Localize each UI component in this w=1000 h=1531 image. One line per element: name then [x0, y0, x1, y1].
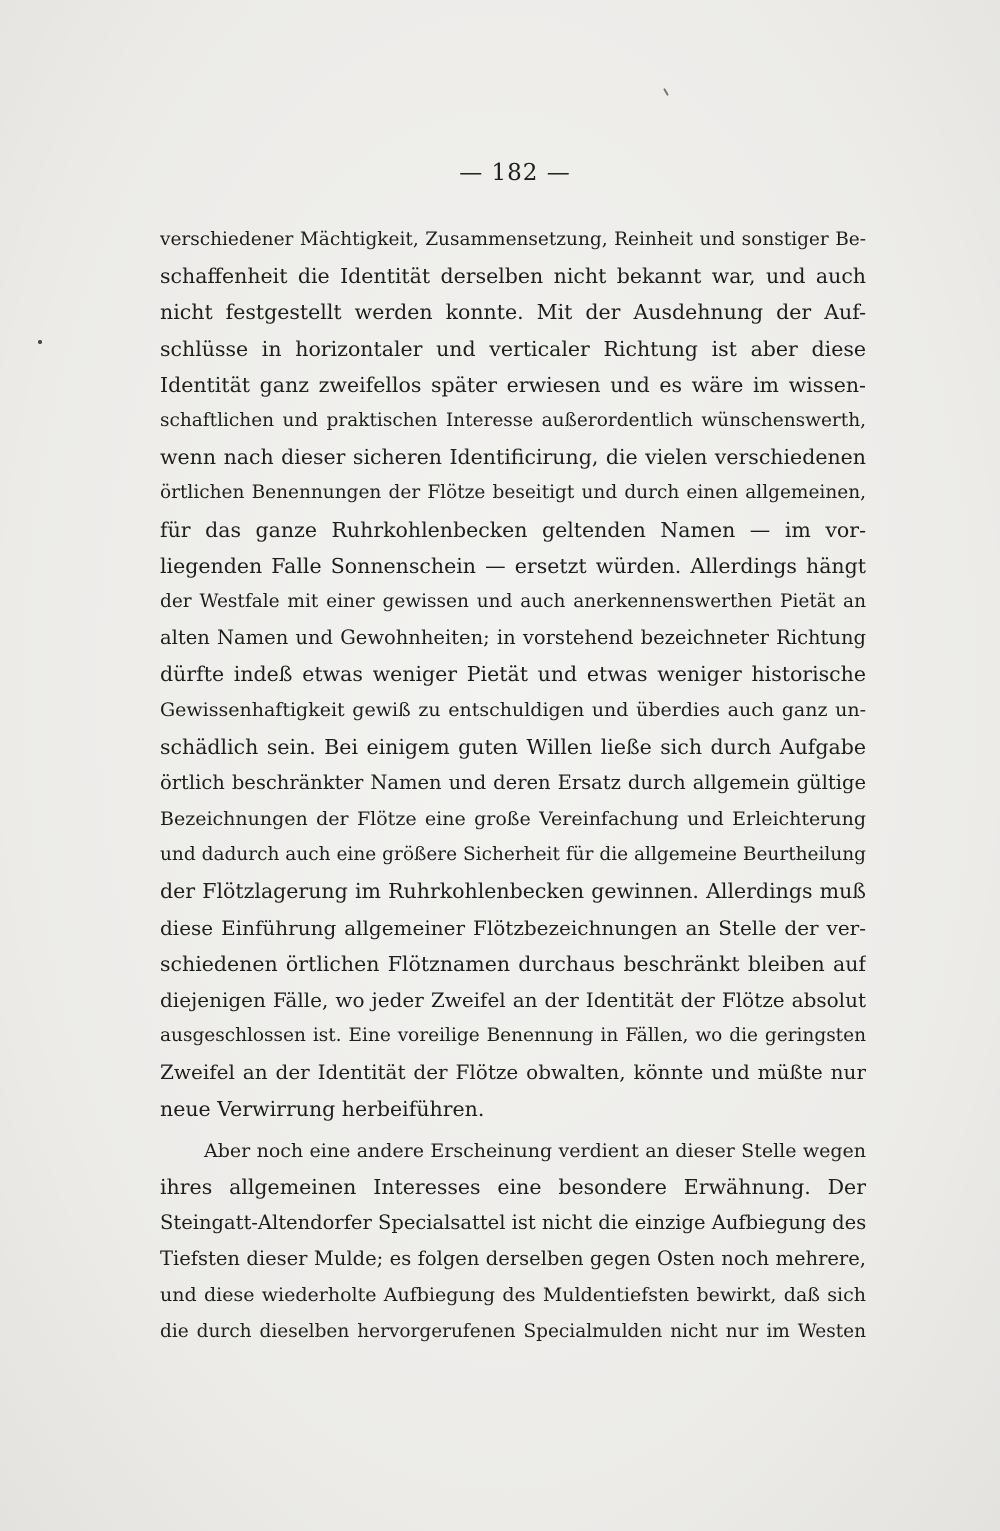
- text-line: neue Verwirrung herbeiführen.: [160, 1096, 485, 1121]
- text-line: Zweifel an der Identität der Flötze obwalten, könnte und müßte nur: [160, 1060, 866, 1085]
- text-line: Steingatt-Altendorfer Specialsattel ist nicht die einzige Aufbiegung des: [160, 1211, 866, 1235]
- text-line: und diese wiederholte Aufbiegung des Muldentiefsten bewirkt, daß sich: [160, 1284, 866, 1307]
- text-line: und dadurch auch eine größere Sicherheit für die allgemeine Beurtheilung: [160, 844, 866, 866]
- text-line: ihres allgemeinen Interesses eine besondere Erwähnung. Der: [160, 1174, 866, 1199]
- text-line: schädlich sein. Bei einigem guten Willen ließe sich durch Aufgabe: [160, 734, 866, 759]
- text-line: schlüsse in horizontaler und verticaler Richtung ist aber diese: [160, 336, 866, 361]
- text-line: der Westfale mit einer gewissen und auch anerkennenswerthen Pietät an: [160, 590, 866, 612]
- text-line: örtlich beschränkter Namen und deren Ersatz durch allgemein gültige: [160, 770, 866, 794]
- stray-mark: [663, 88, 669, 96]
- text-line: nicht festgestellt werden konnte. Mit der Ausdehnung der Auf-: [160, 300, 866, 325]
- text-line: diese Einführung allgemeiner Flötzbezeichnungen an Stelle der ver-: [160, 915, 866, 940]
- text-line: alten Namen und Gewohnheiten; in vorstehend bezeichneter Richtung: [160, 626, 866, 650]
- paragraph-2: [160, 1133, 866, 1350]
- text-line: die durch dieselben hervorgerufenen Specialmulden nicht nur im Westen: [160, 1320, 866, 1342]
- text-line: wenn nach dieser sicheren Identificirung, die vielen verschiedenen: [160, 445, 866, 470]
- text-line: der Flötzlagerung im Ruhrkohlenbecken gewinnen. Allerdings muß: [160, 879, 866, 904]
- text-line: dürfte indeß etwas weniger Pietät und etwas weniger historische: [160, 662, 866, 687]
- text-line: für das ganze Ruhrkohlenbecken geltenden Namen — im vor-: [160, 517, 866, 542]
- paragraph-1: [160, 222, 866, 1127]
- text-line: liegenden Falle Sonnenschein — ersetzt würden. Allerdings hängt: [160, 553, 866, 578]
- text-line: verschiedener Mächtigkeit, Zusammensetzung, Reinheit und sonstiger Be-: [160, 229, 866, 250]
- text-line: Gewissenhaftigkeit gewiß zu entschuldigen und überdies auch ganz un-: [160, 699, 866, 722]
- page-number: — 182 —: [459, 160, 571, 186]
- text-line: Aber noch eine andere Erscheinung verdient an dieser Stelle wegen: [204, 1139, 866, 1162]
- text-line: Tiefsten dieser Mulde; es folgen derselben gegen Osten noch mehrere,: [160, 1247, 866, 1271]
- text-line: schaftlichen und praktischen Interesse außerordentlich wünschenswerth,: [160, 409, 866, 431]
- text-line: ausgeschlossen ist. Eine voreilige Benennung in Fällen, wo die geringsten: [160, 1025, 866, 1047]
- text-line: schiedenen örtlichen Flötznamen durchaus beschränkt bleiben auf: [160, 951, 866, 976]
- body-text: [160, 222, 866, 1350]
- text-line: diejenigen Fälle, wo jeder Zweifel an der Identität der Flötze absolut: [160, 987, 866, 1012]
- text-line: Identität ganz zweifellos später erwiesen und es wäre im wissen-: [160, 372, 866, 397]
- text-line: schaffenheit die Identität derselben nicht bekannt war, und auch: [160, 264, 866, 289]
- text-line: örtlichen Benennungen der Flötze beseitigt und durch einen allgemeinen,: [160, 482, 866, 504]
- stray-dot: [38, 340, 42, 344]
- text-line: Bezeichnungen der Flötze eine große Vereinfachung und Erleichterung: [160, 808, 866, 830]
